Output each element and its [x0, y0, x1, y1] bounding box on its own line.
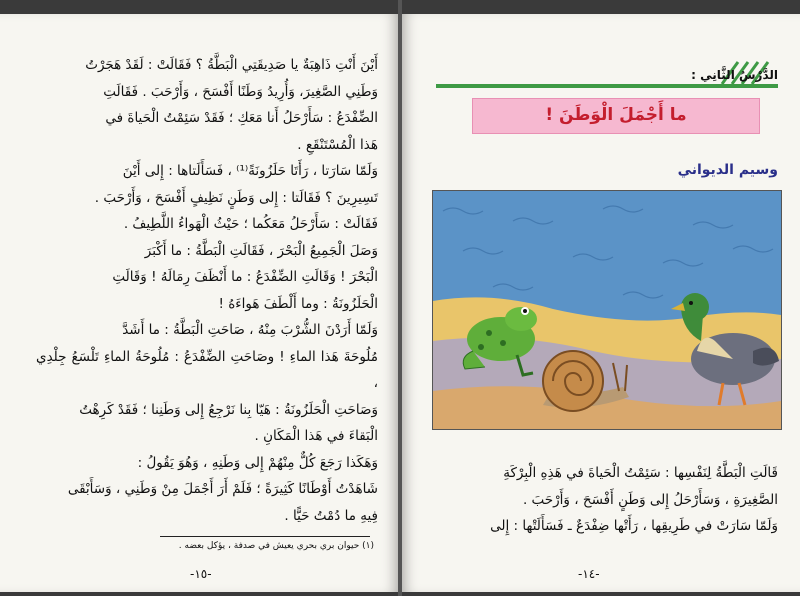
author-name: وسيم الديواني: [677, 162, 778, 178]
text-line: وَلَمّا سَارَتْ في طَرِيقِها ، رَأَتْها ضِفْدَعٌ ـ فَسَأَلَتْها : إِلى: [490, 518, 778, 534]
lesson-bar: [436, 84, 778, 88]
right-page: [402, 14, 800, 592]
left-page-text: [36, 52, 378, 529]
text-line: الْبَحْرَ ! وَقَالَتِ الضِّفْدَعُ : ما أَنْظَفَ رِمَالَهُ ! وَقَالَتِ: [112, 269, 378, 285]
text-line: الصَّغِيرَةِ ، وَسَأَرْحَلُ إِلى وَطَنٍ أَفْسَحَ ، وَأَرْحَبَ .: [522, 491, 778, 508]
page-number: -١٥-: [190, 567, 212, 581]
text-line: وَطَنِي الصَّغِيرَ، وَأُرِيدُ وَطَنًا أَفْسَحَ ، وَأَرْحَبَ . فَقَالَتِ: [103, 83, 378, 100]
text-line: وَصَلَ الْجَمِيعُ الْبَحْرَ ، فَقَالَتِ الْبَطَّةُ : ما أَكْبَرَ: [144, 242, 378, 259]
lesson-title: ما أَجْمَلَ الْوَطَنَ !: [545, 105, 687, 125]
text-line: وَلَمّا أَرَدْنَ الشُّرْبَ مِنْهُ ، صَاحَتِ الْبَطَّةُ : ما أَشَدَّ: [122, 322, 378, 338]
text-line: أَيْنَ أَنْتِ ذَاهِبَةٌ يا صَدِيقَتِي الْبَطَّةُ ؟ فَقَالَتْ : لَقَدْ هَجَرْتُ: [85, 57, 378, 73]
text-line: قَالَتِ الْبَطَّةُ لِنَفْسِها : سَئِمْتُ الْحَياةَ في هَذِهِ الْبِرْكَةِ: [503, 465, 778, 481]
text-line: فِيهِ ما دُمْتُ حَيًّا .: [284, 507, 378, 524]
text-line: تَسِيرِينَ ؟ فَقَالَتا : إِلى وَطَنٍ نَظِيفٍ أَفْسَحَ ، وَأَرْحَبَ .: [94, 189, 378, 206]
text-line: مُلُوحَةَ هَذا الماءِ ! وصَاحَتِ الضِّفْدَعُ : مُلُوحَةُ الماءِ تَلْسَعُ جِلْدِي ،: [36, 348, 378, 391]
text-line: الضِّفْدَعُ : سَأَرْحَلُ أَنا مَعَكِ ؛ فَقَدْ سَئِمْتُ الْحَياةَ في: [105, 110, 378, 126]
text-line: وَصَاحَتِ الْحَلَزُونَةُ : هَيّا بِنا نَرْجِعُ إِلى وَطَنِنا ؛ فَقَدْ كَرِهْتُ: [79, 401, 378, 418]
illustration: [432, 190, 782, 430]
page-number: -١٤-: [578, 567, 600, 581]
text-line: فَقَالَتْ : سَأَرْحَلُ مَعَكُما ؛ حَيْثُ الْهَواءُ اللَّطِيفُ .: [123, 216, 378, 232]
text-line: الْحَلَزُونَةُ : وما أَلْطَفَ هَواءَهُ !: [218, 295, 378, 312]
text-line: شَاهَدْتُ أَوْطَانًا كَثِيرَةً ؛ فَلَمْ أَرَ أَجْمَلَ مِنْ وَطَنِي ، وَسَأَبْقَى: [67, 481, 378, 497]
title-box: [472, 98, 760, 134]
text-line: هَذا الْمُسْتَنْقَعِ .: [297, 136, 378, 153]
left-page: [0, 14, 398, 592]
text-line: الْبَقاءَ في هَذا الْمَكَانِ .: [254, 428, 378, 444]
lesson-label: الدَّرْسُ الثَّانِي :: [691, 68, 778, 82]
footnote-divider: [160, 536, 370, 537]
footnote: (١) حيوان بري بحري يعيش في صدفة ، يؤكل بعضه .: [178, 541, 374, 551]
text-line: وَلَمّا سَارَتا ، رَأَتَا حَلَزُونَةً⁽¹⁾ ، فَسَأَلَتاها : إِلى أَيْنَ: [122, 163, 378, 179]
text-line: وَهَكَذا رَجَعَ كُلٌّ مِنْهُمْ إِلى وَطَنِهِ ، وَهُوَ يَقُولُ :: [137, 454, 378, 471]
right-page-text: [432, 460, 778, 540]
